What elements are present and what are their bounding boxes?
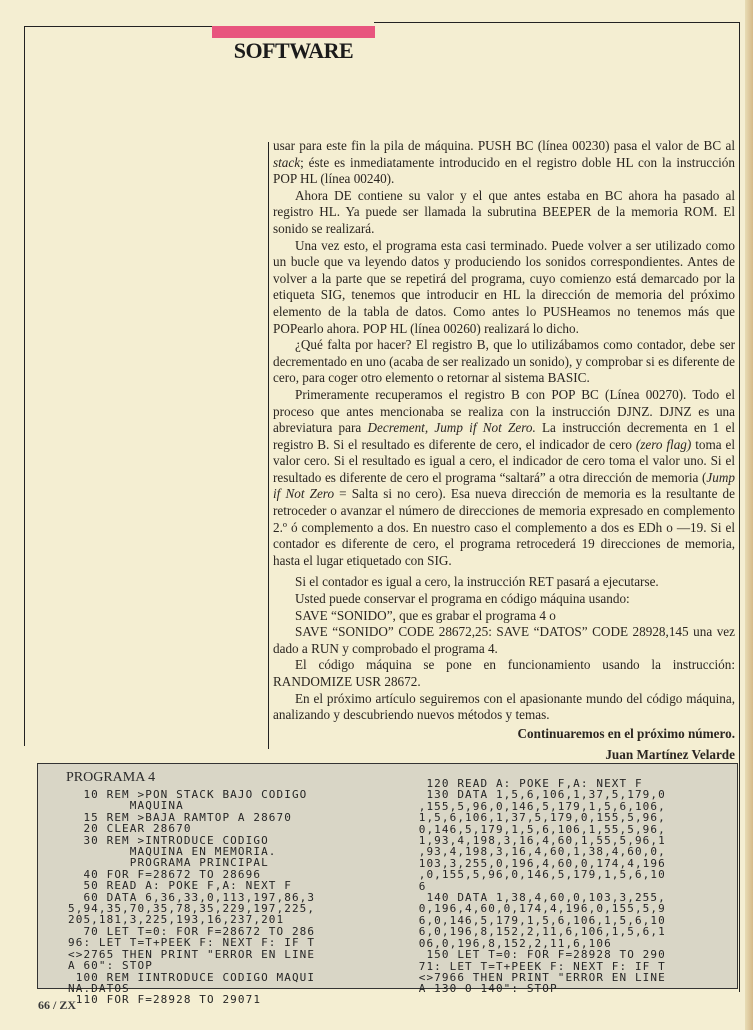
listing-line: 30 REM >INTRODUCE CODIGO [68,833,269,847]
paragraph-text: toma el valor cero. Si el resultado es igual a cero, el indicador de cero toma el valor uno. Si el resultado es diferente de cero el programa “saltará” a otra dirección de memoria ( [273,436,735,485]
article-paragraph: SAVE “SONIDO” CODE 28672,25: SAVE “DATOS” CODE 28928,145 una vez dado a RUN y comprobado el programa 4. [273,624,735,656]
listing-line: A 130 O 140": STOP [411,982,558,996]
listing-line: ,155,5,96,0,146,5,179,1,5,6,106, [411,799,666,813]
listing-line: 70 LET T=0: FOR F=28672 TO 286 [68,924,316,938]
listing-line: 6,0,196,8,152,2,11,6,106,1,5,6,1 [411,925,666,939]
closing-note: Continuaremos en el próximo número. [517,725,735,741]
paragraph-text: Primeramente recuperamos el registro B con POP BC (Línea 00270). Todo el proceso que antes mencionaba se realiza con la instrucción DJNZ. DJNZ es una abreviatura para [273,386,735,436]
page-edge [745,0,753,1030]
listing-line: ,93,4,198,3,16,4,60,1,38,4,60,0, [411,845,666,859]
article-paragraph [273,387,735,570]
listing-line: 60 DATA 6,36,33,0,113,197,86,3 [68,890,316,904]
listing-line: MAQUINA EN MEMORIA. [68,845,277,859]
paragraph-text: ; éste es inmediatamente introducido en el registro doble HL con la instrucción POP HL (línea 00240). [273,154,735,187]
listing-line: A 60": STOP [68,959,153,973]
article-paragraph: Usted puede conservar el programa en código máquina usando: [295,591,630,607]
listing-line: 6 [411,879,427,893]
listing-line: 5,94,35,70,35,78,35,229,197,225, [68,902,316,916]
paragraph-text: usar para este fin la pila de máquina. PUSH BC (línea 00230) pasa el valor de BC al [273,138,735,153]
listing-line: NA.DATOS [68,981,130,995]
listing-line: 120 READ A: POKE F,A: NEXT F [411,777,643,790]
listing-line: 0,196,4,60,0,174,4,196,0,155,5,9 [411,902,666,916]
article-paragraph: Una vez esto, el programa esta casi terminado. Puede volver a ser utilizado como un bucle que va leyendo datos y produciendo los sonidos correspondientes. Antes de volver a la parte que se repetirá del programa, cuyo comienzo está demarcado por la etiqueta SIG, tenemos que introducir en HL la dirección de memoria del próximo elemento de la tabla de datos. Como antes lo PUSHeamos no tenemos más que POPearlo ahora. POP HL (línea 00260) realizará lo dicho. [273,237,735,336]
listing-line: 103,3,255,0,196,4,60,0,174,4,196 [411,856,666,870]
page-footer: 66 / ZX [38,998,77,1012]
listing-line: 40 FOR F=28672 TO 28696 [68,867,262,881]
listing-line: PROGRAMA PRINCIPAL [68,856,269,870]
column-rule [268,142,269,749]
listing-line: 140 DATA 1,38,4,60,0,103,3,255, [411,891,666,905]
listing-column-right [411,778,666,995]
listing-line: <>7966 THEN PRINT "ERROR EN LINE [411,970,666,984]
listing-line: 71: LET T=T+PEEK F: NEXT F: IF T [411,959,666,973]
listing-line: 1,93,4,198,3,16,4,60,1,55,5,96,1 [411,834,666,848]
italic-term: stack [273,154,301,170]
italic-term: (zero flag) [635,436,692,452]
listing-line: 130 DATA 1,5,6,106,1,37,5,179,0 [411,788,666,802]
listing-line: MAQUINA [68,799,184,813]
listing-line: 1,5,6,106,1,37,5,179,0,155,5,96, [411,811,666,825]
listing-line: 96: LET T=T+PEEK F: NEXT F: IF T [68,936,316,950]
section-title: SOFTWARE [233,38,354,63]
listing-column-left [68,789,315,1006]
listing-line: 06,0,196,8,152,2,11,6,106 [411,936,612,950]
author-name: Juan Martínez Velarde [605,747,735,763]
italic-term: Decrement, Jump if Not Zero. [367,420,536,436]
paragraph-text: La instrucción decrementa en 1 el registro B. Si el resultado es diferente de cero, el indicador de cero [273,420,735,452]
listing-line: 20 CLEAR 28670 [68,822,192,836]
frame-line-right [739,22,740,992]
article-paragraph: Ahora DE contiene su valor y el que antes estaba en BC ahora ha pasado al registro HL. Ya puede ser llamada la subrutina BEEPER de la memoria ROM. El sonido se realizará. [273,187,735,236]
frame-line-left [24,26,25,746]
frame-line-top-left [24,26,214,27]
listing-line: 0,146,5,179,1,5,6,106,1,55,5,96, [411,822,666,836]
article-paragraph [273,138,735,188]
listing-line: 6,0,146,5,179,1,5,6,106,1,5,6,10 [411,913,666,927]
listing-line: 150 LET T=0: FOR F=28928 TO 290 [411,948,666,962]
listing-title: PROGRAMA 4 [66,770,156,785]
listing-line: ,0,155,5,96,0,146,5,179,1,5,6,10 [411,868,666,882]
section-accent-bar [212,26,375,38]
paragraph-text: = Salta si no cero). Esa nueva dirección de memoria es la resultante de retroceder o avanzar el número de direcciones de memoria expresado en complemento 2.º ó complemento a dos. En nuestro caso el complemento a dos es EDh o —19. Si el contador es diferente de cero, el programa retrocederá 19 direcciones de memoria, hasta el lugar etiquetado con SIG. [273,486,735,568]
listing-line: 100 REM IINTRODUCE CODIGO MAQUI [68,970,316,984]
article-paragraph: Si el contador es igual a cero, la instrucción RET pasará a ejecutarse. [295,574,659,590]
article-paragraph: El código máquina se pone en funcionamiento usando la instrucción: RANDOMIZE USR 28672. [273,657,735,689]
article-paragraph: SAVE “SONIDO”, que es grabar el programa 4 o [295,607,556,623]
listing-line: <>2765 THEN PRINT "ERROR EN LINE [68,947,316,961]
listing-line: 205,181,3,225,193,16,237,201 [68,913,285,927]
listing-line: 15 REM >BAJA RAMTOP A 28670 [68,810,292,824]
italic-term: Jump if Not Zero [273,469,735,502]
listing-line: 110 FOR F=28928 TO 29071 [68,993,262,1007]
listing-line: 50 READ A: POKE F,A: NEXT F [68,879,292,893]
frame-line-top-right [374,22,739,23]
article-paragraph: ¿Qué falta por hacer? El registro B, que lo utilizábamos como contador, debe ser decrementado en uno (acaba de ser realizado un sonido), y comprobar si es diferente de cero, para coger otro elemento o retornar al sistema BASIC. [273,337,735,386]
article-paragraph: En el próximo artículo seguiremos con el apasionante mundo del código máquina, analizando y descubriendo nuevos métodos y temas. [273,690,735,723]
listing-line: 10 REM >PON STACK BAJO CODIGO [68,788,308,801]
article-body [273,138,735,764]
